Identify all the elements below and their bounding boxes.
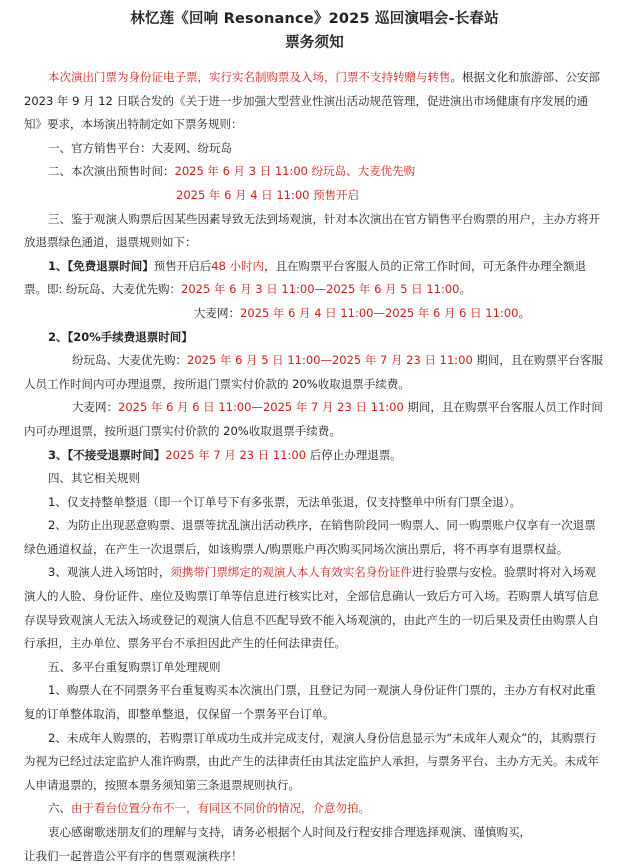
intro-paragraph: [24, 66, 605, 137]
closing-line-1: 衷心感谢歌迷朋友们的理解与支持，请务必根据个人时间及行程安排合理选择观演、谨慎购买，: [48, 825, 531, 839]
rule-1-range-1: 2025 年 6 月 3 日 11:00—2025 年 6 月 5 日 11:00: [181, 282, 460, 297]
rule-1-number: 1、: [48, 258, 68, 273]
rule-1-range-2: 2025 年 6 月 4 日 11:00—2025 年 6 月 6 日 11:00: [240, 305, 519, 320]
rule-1-end-2: 。: [518, 305, 530, 320]
refund-rule-1-damai: [24, 302, 605, 326]
refund-rule-2-part-2: [24, 396, 605, 443]
intro-red-notice: 本次演出门票为身份证电子票，实行实名制购票及入场，门票不支持转赠与转售: [48, 70, 451, 84]
refund-rule-3: [24, 444, 605, 468]
section-1-platforms: 一、官方销售平台：大麦网、纷玩岛: [48, 140, 232, 155]
item-3-text-a: 3、观演人进入场馆时，: [48, 565, 171, 580]
intro-text: 。根据文化和旅游部、公安部 2023 年 9 月 12 日联合发的《关于进一步加强大型营业性演出活动规范管理，促进演出市场健康有序发展的通知》要求，本场演出特制定如下票务规则：: [24, 70, 600, 132]
section-6-red-text: 由于看台位置分布不一，有同区不同价的情况，介意勿拍。: [71, 801, 370, 816]
document-subtitle: 票务须知: [285, 35, 344, 51]
rule-1-damai-label: 大麦网：: [194, 305, 240, 320]
section-2-presale: [24, 160, 605, 184]
rule-3-time: 2025 年 7 月 23 日 11:00: [165, 447, 307, 462]
section-5-item-2: 2、未成年人购票的，若购票订单成功生成并完成支付，观演人身份信息显示为“未成年人观众”的，其购票行为视为已经过法定监护人准许购票，由此产生的法律责任由其法定监护人承担，与票务平台、主办方无关。未成年人申请退票的，按照本票务须知第三条退票规则执行。: [24, 730, 599, 792]
rule-1-text-b: ，且在购票平台客服人员的正常工作时间，可无条件办理全额退票。即: 纷玩岛、大麦优先购：: [24, 258, 587, 297]
rule-2-p2-range: 2025 年 6 月 6 日 11:00—2025 年 7 月 23 日 11:00: [118, 400, 404, 415]
item-3-red-requirement: 须携带门票绑定的观演人本人有效实名身份证件: [170, 565, 412, 580]
section-5-heading: 五、多平台重复购票订单处理规则: [48, 659, 221, 674]
rule-2-p2-text: 期间，且在购票平台客服人员工作时间内可办理退票，按所退门票实付价款的 20%收取退票手续费。: [24, 400, 603, 438]
rule-2-number: 2、: [48, 329, 68, 344]
section-5-item-1: 1、购票人在不同票务平台重复购买本次演出门票，且登记为同一观演人身份证件门票的，主办方有权对此重复的订单整体取消，即整单整退，仅保留一个票务平台订单。: [24, 683, 596, 722]
rule-2-p1-text: 期间，且在购票平台客服人员工作时间内可办理退票，按所退门票实付价款的 20%收取退票手续费。: [24, 353, 603, 391]
rule-1-hours: 48 小时内: [211, 258, 265, 273]
section-4-item-3: [24, 561, 605, 655]
rule-2-p1-label: 纷玩岛、大麦优先购：: [72, 353, 187, 368]
section-4-item-2: 2、为防止出现恶意购票、退票等扰乱演出活动秩序，在销售阶段同一购票人、同一购票账户仅享有一次退票绿色通道权益，在产生一次退票后，如该购票人/购票账户再次购买同场次演出票后，将不再享有退票权益。: [24, 518, 596, 556]
presale-label: 二、本次演出预售时间：: [48, 164, 175, 179]
presale-time-1: 2025 年 6 月 3 日 11:00 纷玩岛、大麦优先购: [174, 164, 416, 179]
refund-rule-1: [24, 255, 605, 302]
rule-3-number: 3、: [48, 447, 68, 462]
rule-1-end-1: 。: [459, 282, 471, 297]
rule-1-text-a: 预售开启后: [153, 258, 212, 273]
section-6-number: 六、: [48, 801, 71, 816]
section-4-item-1: 1、仅支持整单整退（即一个订单号下有多张票，无法单张退，仅支持整单中所有门票全退）。: [48, 494, 522, 509]
rule-2-heading: 【20%手续费退票时间】: [67, 329, 193, 344]
rule-3-heading: 【不接受退票时间】: [67, 447, 166, 462]
rule-2-p1-range: 2025 年 6 月 5 日 11:00—2025 年 7 月 23 日 11:00: [187, 353, 473, 368]
section-3-refund-intro: 三、鉴于观演人购票后因某些因素导致无法到场观演，针对本次演出在官方销售平台购票的用户，主办方将开放退票绿色通道，退票规则如下：: [24, 211, 600, 250]
section-6-seating-notice: [24, 797, 605, 821]
section-4-heading: 四、其它相关规则: [48, 471, 140, 486]
presale-line-2: [24, 184, 605, 208]
rule-2-p2-label: 大麦网：: [72, 400, 118, 415]
presale-time-2: 2025 年 6 月 4 日 11:00 预售开启: [176, 187, 360, 202]
refund-rule-2-heading: [24, 326, 605, 350]
item-3-text-b: 进行验票与安检。验票时将对入场观演人的人脸、身份证件、座位及购票订单等信息进行核实比对，全部信息确认一致后方可入场。若购票人填写信息存误导致观演人无法入场或登记的观演人信息不匹配导致不能入场观演的，由此产生的一切后果及责任由购票人自行承担，主办单位、票务平台不承担因此产生的任何法律责任。: [24, 565, 599, 651]
refund-rule-2-part-1: [24, 349, 605, 396]
document-title: 林忆莲《回响 Resonance》2025 巡回演唱会-长春站: [130, 11, 499, 27]
closing-line-2: 让我们一起普造公平有序的售票观演秩序！: [24, 848, 243, 863]
rule-3-text: 后停止办理退票。: [306, 447, 402, 462]
rule-1-heading: 【免费退票时间】: [67, 258, 154, 273]
